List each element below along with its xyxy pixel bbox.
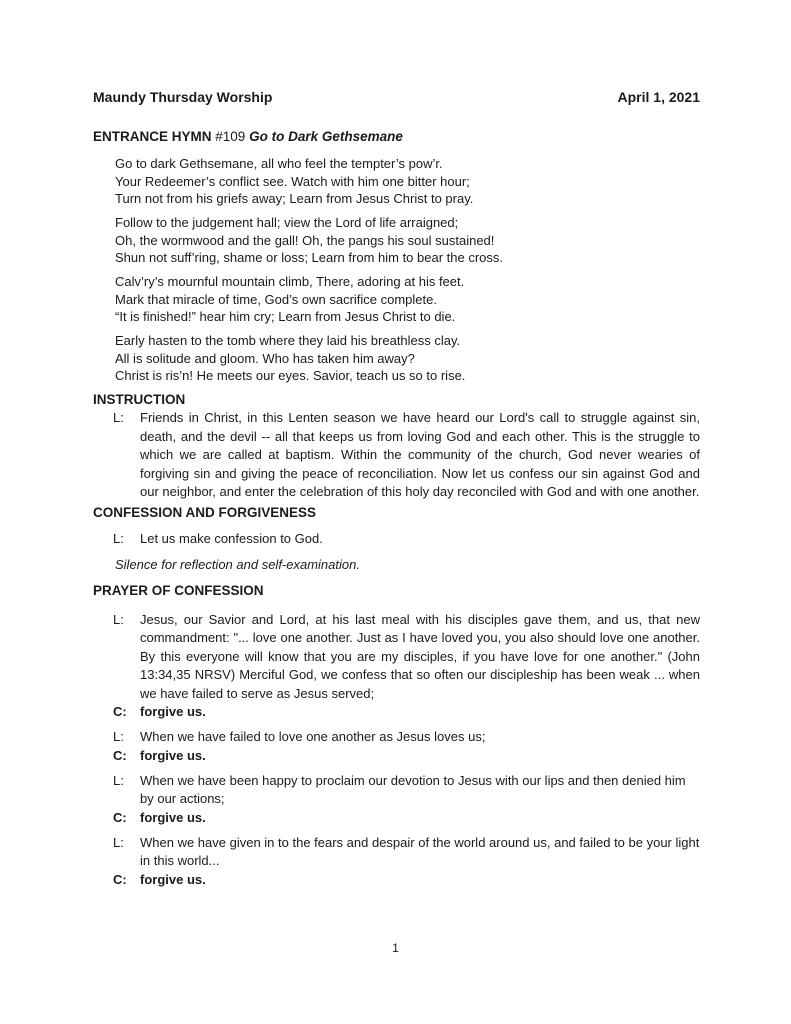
verse-line: Go to dark Gethsemane, all who feel the tempter’s pow’r. <box>115 156 443 171</box>
prayer-pair-3 <box>93 772 700 828</box>
congregation-text: forgive us. <box>140 704 206 719</box>
leader-label: L: <box>113 772 124 788</box>
confession-forgiveness-heading: CONFESSION AND FORGIVENESS <box>93 504 317 520</box>
verse-line: “It is finished!” hear him cry; Learn from Jesus Christ to die. <box>115 309 456 324</box>
congregation-label: C: <box>113 704 127 719</box>
hymn-verse-2 <box>115 214 700 267</box>
verse-line: Christ is ris’n! He meets our eyes. Savior, teach us so to rise. <box>115 368 466 383</box>
document-header <box>93 88 700 106</box>
congregation-label: C: <box>113 747 127 763</box>
leader-text: Friends in Christ, in this Lenten season we have heard our Lord's call to struggle against sin, death, and the devil -- all that keeps us from loving God and each other. This is the struggle to which we are called at baptism. Within the community of the church, God never wearies of forgiving sin and giving the peace of reconciliation. Now let us confess our sin against God and our neighbor, and enter the celebration of this holy day reconciled with God and with one another. <box>140 410 700 499</box>
leader-label: L: <box>113 530 124 546</box>
leader-label: L: <box>113 611 124 627</box>
congregation-response <box>93 703 700 722</box>
leader-text: When we have given in to the fears and despair of the world around us, and failed to be your light in this world... <box>140 834 700 868</box>
leader-text: Jesus, our Savior and Lord, at his last meal with his disciples gave them, and us, that new commandment: "... love one another. Just as I have loved you, you also should love one another. By this everyone will know that you are my disciples, if you have love for one another." (John 13:34,35 NRSV) Merciful God, we confess that so often our discipleship has been weak ... when we have failed to serve as Jesus served; <box>140 611 700 701</box>
document-date: April 1, 2021 <box>617 89 700 105</box>
verse-line: Your Redeemer’s conflict see. Watch with him one bitter hour; <box>115 173 470 189</box>
congregation-response <box>93 747 700 766</box>
hymn-verse-3 <box>115 273 700 326</box>
leader-petition <box>93 834 700 871</box>
entrance-hymn-heading <box>93 128 700 146</box>
verse-line: Turn not from his griefs away; Learn from Jesus Christ to pray. <box>115 191 474 206</box>
prayer-of-confession-heading: PRAYER OF CONFESSION <box>93 582 264 598</box>
verse-line: Oh, the wormwood and the gall! Oh, the pangs his soul sustained! <box>115 232 495 248</box>
document-title: Maundy Thursday Worship <box>93 89 273 105</box>
prayer-pair-2 <box>93 728 700 765</box>
congregation-response <box>93 871 700 890</box>
hymn-title: Go to Dark Gethsemane <box>249 129 403 144</box>
verse-line: Early hasten to the tomb where they laid his breathless clay. <box>115 333 461 348</box>
silence-rubric: Silence for reflection and self-examination. <box>115 557 360 572</box>
congregation-label: C: <box>113 809 127 825</box>
verse-line: Follow to the judgement hall; view the Lord of life arraigned; <box>115 215 459 230</box>
page-number: 1 <box>392 941 399 955</box>
leader-text: When we have been happy to proclaim our devotion to Jesus with our lips and then denied him by our actions; <box>140 772 686 806</box>
leader-petition <box>93 728 700 747</box>
leader-label: L: <box>113 729 124 744</box>
leader-label: L: <box>113 410 124 425</box>
hymn-number: #109 <box>215 129 246 144</box>
congregation-text: forgive us. <box>140 747 206 763</box>
leader-text: When we have failed to love one another as Jesus loves us; <box>140 729 486 744</box>
hymn-verse-1 <box>115 155 700 208</box>
prayer-pair-1 <box>93 611 700 722</box>
verse-line: All is solitude and gloom. Who has taken him away? <box>115 350 415 366</box>
congregation-text: forgive us. <box>140 871 206 887</box>
instruction-heading: INSTRUCTION <box>93 392 186 407</box>
verse-line: Calv’ry’s mournful mountain climb, There, adoring at his feet. <box>115 274 465 289</box>
leader-text: Let us make confession to God. <box>140 530 323 546</box>
entrance-hymn-label: ENTRANCE HYMN <box>93 129 212 144</box>
leader-label: L: <box>113 834 124 850</box>
confession-leader-line <box>93 530 700 549</box>
congregation-label: C: <box>113 871 127 887</box>
verse-line: Shun not suff’ring, shame or loss; Learn from him to bear the cross. <box>115 250 504 265</box>
verse-line: Mark that miracle of time, God’s own sacrifice complete. <box>115 291 437 307</box>
prayer-pair-4 <box>93 834 700 890</box>
leader-petition <box>93 772 700 809</box>
hymn-verse-4 <box>115 332 700 385</box>
congregation-response <box>93 809 700 828</box>
leader-petition <box>93 611 700 704</box>
instruction-leader-paragraph <box>93 409 700 502</box>
congregation-text: forgive us. <box>140 809 206 825</box>
